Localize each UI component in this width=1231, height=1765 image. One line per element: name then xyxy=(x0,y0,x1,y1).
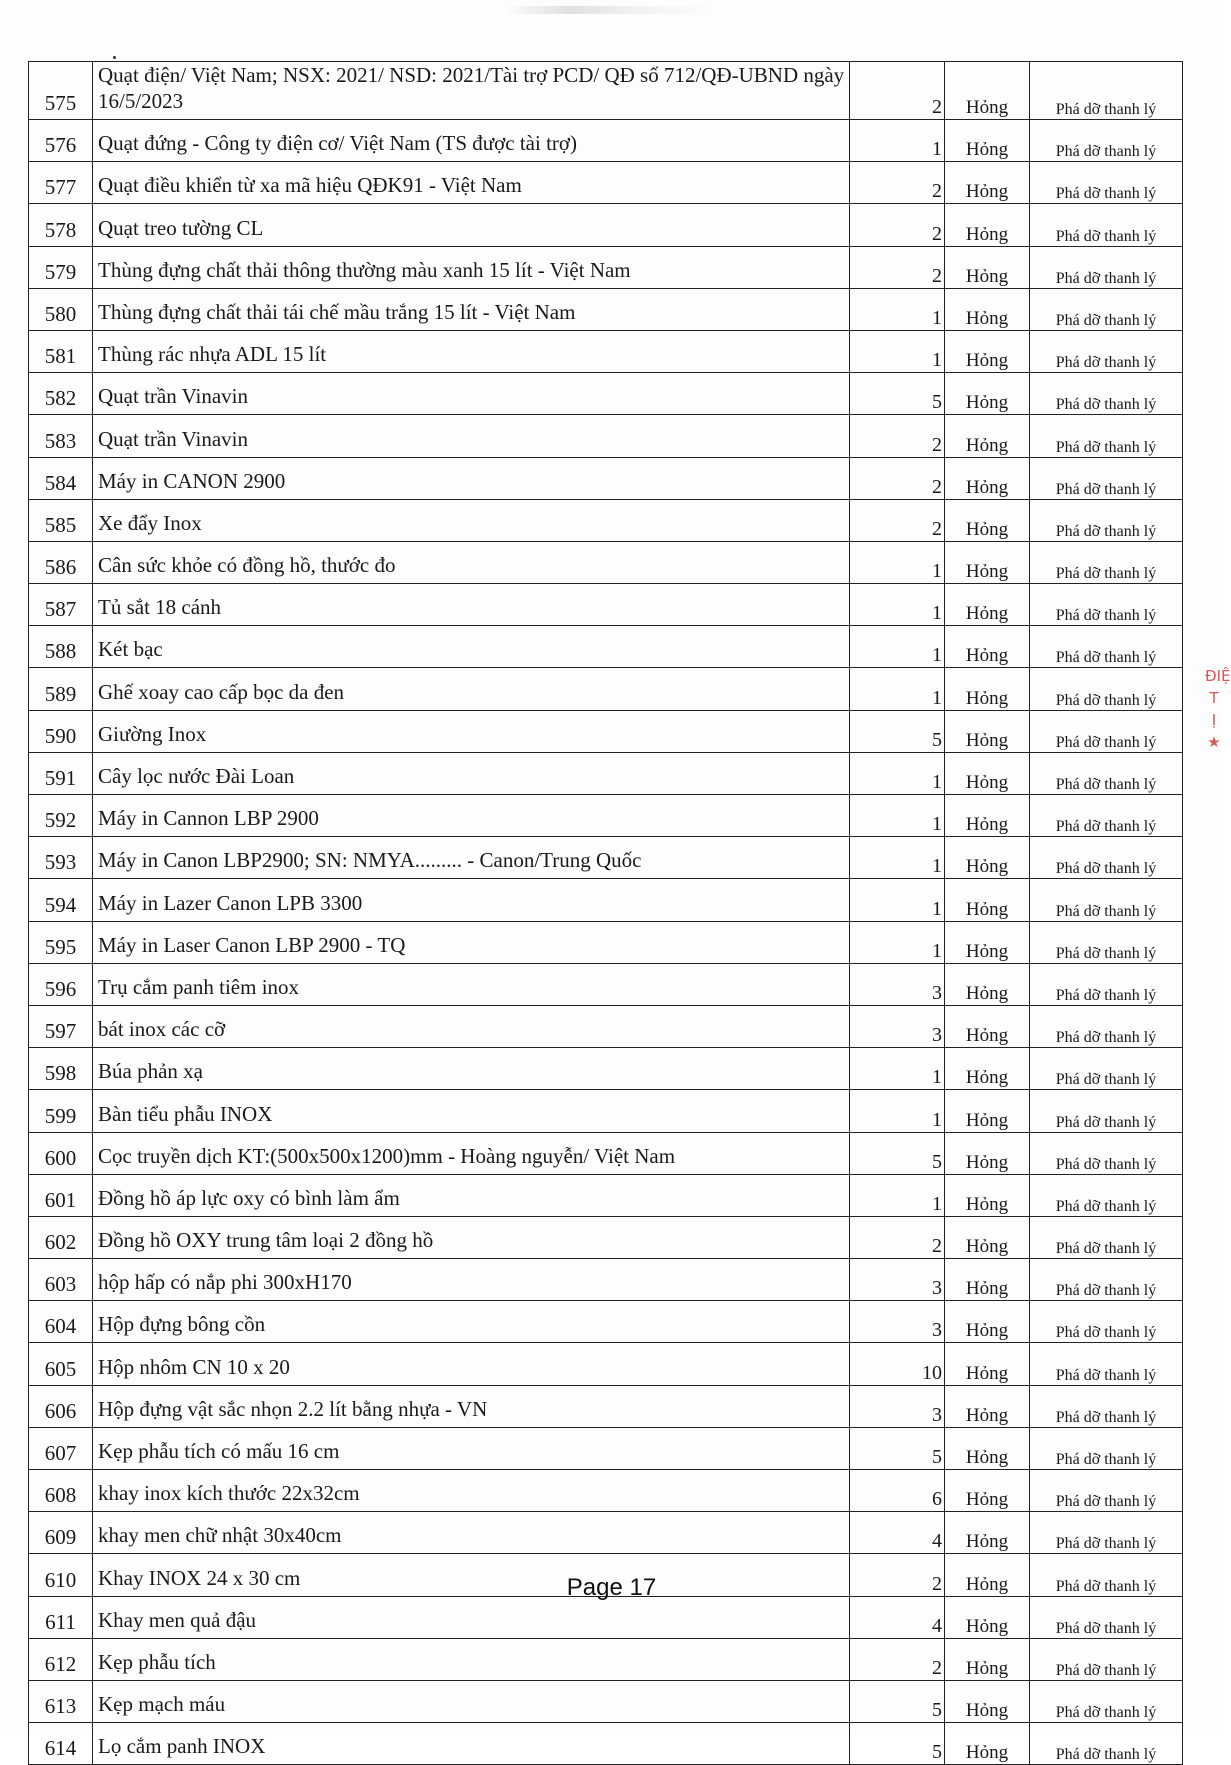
quantity-cell: 1 xyxy=(850,879,945,921)
disposal-note-cell: Phá dỡ thanh lý xyxy=(1030,1174,1183,1216)
table-row xyxy=(29,710,1183,752)
quantity-cell: 1 xyxy=(850,626,945,668)
table-row xyxy=(29,1216,1183,1258)
quantity-cell: 4 xyxy=(850,1596,945,1638)
table-row xyxy=(29,204,1183,246)
item-name-cell: khay men chữ nhật 30x40cm xyxy=(93,1512,850,1554)
disposal-note-cell: Phá dỡ thanh lý xyxy=(1030,752,1183,794)
disposal-note-cell: Phá dỡ thanh lý xyxy=(1030,1090,1183,1132)
status-cell: Hỏng xyxy=(945,1723,1030,1765)
status-cell: Hỏng xyxy=(945,1259,1030,1301)
quantity-cell: 2 xyxy=(850,204,945,246)
table-row xyxy=(29,457,1183,499)
row-number-cell: 612 xyxy=(29,1638,93,1680)
status-cell: Hỏng xyxy=(945,879,1030,921)
table-row xyxy=(29,837,1183,879)
status-cell: Hỏng xyxy=(945,1427,1030,1469)
disposal-note-cell: Phá dỡ thanh lý xyxy=(1030,1132,1183,1174)
disposal-note-cell: Phá dỡ thanh lý xyxy=(1030,62,1183,120)
disposal-note-cell: Phá dỡ thanh lý xyxy=(1030,837,1183,879)
item-name-cell: Hộp đựng bông cồn xyxy=(93,1301,850,1343)
item-name-cell: Hộp đựng vật sắc nhọn 2.2 lít bằng nhựa - VN xyxy=(93,1385,850,1427)
item-name-cell: Khay INOX 24 x 30 cm xyxy=(93,1554,850,1596)
row-number-cell: 606 xyxy=(29,1385,93,1427)
status-cell: Hỏng xyxy=(945,1343,1030,1385)
row-number-cell: 589 xyxy=(29,668,93,710)
row-number-cell: 590 xyxy=(29,710,93,752)
item-name-cell: khay inox kích thước 22x32cm xyxy=(93,1470,850,1512)
table-row xyxy=(29,1343,1183,1385)
disposal-note-cell: Phá dỡ thanh lý xyxy=(1030,668,1183,710)
table-row xyxy=(29,499,1183,541)
disposal-note-cell: Phá dỡ thanh lý xyxy=(1030,921,1183,963)
row-number-cell: 588 xyxy=(29,626,93,668)
row-number-cell: 602 xyxy=(29,1216,93,1258)
row-number-cell: 575 xyxy=(29,62,93,120)
row-number-cell: 614 xyxy=(29,1723,93,1765)
row-number-cell: 594 xyxy=(29,879,93,921)
row-number-cell: 600 xyxy=(29,1132,93,1174)
disposal-note-cell: Phá dỡ thanh lý xyxy=(1030,246,1183,288)
item-name-cell: Đồng hồ áp lực oxy có bình làm ẩm xyxy=(93,1174,850,1216)
quantity-cell: 2 xyxy=(850,246,945,288)
row-number-cell: 578 xyxy=(29,204,93,246)
row-number-cell: 591 xyxy=(29,752,93,794)
item-name-cell: Máy in Cannon LBP 2900 xyxy=(93,795,850,837)
item-name-cell: Cọc truyền dịch KT:(500x500x1200)mm - Hoàng nguyễn/ Việt Nam xyxy=(93,1132,850,1174)
quantity-cell: 2 xyxy=(850,1638,945,1680)
table-row xyxy=(29,795,1183,837)
quantity-cell: 5 xyxy=(850,1680,945,1722)
row-number-cell: 586 xyxy=(29,541,93,583)
red-stamp-text: ĐIỆ T Ị ★ xyxy=(1205,667,1231,751)
quantity-cell: 2 xyxy=(850,499,945,541)
row-number-cell: 610 xyxy=(29,1554,93,1596)
item-name-cell: Quạt trần Vinavin xyxy=(93,373,850,415)
status-cell: Hỏng xyxy=(945,1554,1030,1596)
inventory-table xyxy=(28,61,1183,1765)
inventory-table-body xyxy=(29,62,1183,1765)
table-row xyxy=(29,541,1183,583)
table-row xyxy=(29,330,1183,372)
status-cell: Hỏng xyxy=(945,541,1030,583)
quantity-cell: 2 xyxy=(850,1554,945,1596)
status-cell: Hỏng xyxy=(945,710,1030,752)
status-cell: Hỏng xyxy=(945,62,1030,120)
quantity-cell: 5 xyxy=(850,1723,945,1765)
table-row xyxy=(29,584,1183,626)
quantity-cell: 3 xyxy=(850,1301,945,1343)
item-name-cell: Quạt đứng - Công ty điện cơ/ Việt Nam (TS được tài trợ) xyxy=(93,120,850,162)
item-name-cell: Ghế xoay cao cấp bọc da đen xyxy=(93,668,850,710)
table-row xyxy=(29,1470,1183,1512)
item-name-cell: Quạt điều khiển từ xa mã hiệu QĐK91 - Việt Nam xyxy=(93,162,850,204)
status-cell: Hỏng xyxy=(945,1216,1030,1258)
item-name-cell: Xe đẩy Inox xyxy=(93,499,850,541)
table-row xyxy=(29,1090,1183,1132)
item-name-cell: Tủ sắt 18 cánh xyxy=(93,584,850,626)
quantity-cell: 10 xyxy=(850,1343,945,1385)
row-number-cell: 604 xyxy=(29,1301,93,1343)
quantity-cell: 1 xyxy=(850,752,945,794)
row-number-cell: 611 xyxy=(29,1596,93,1638)
page-number: Page 17 xyxy=(566,1574,657,1601)
disposal-note-cell: Phá dỡ thanh lý xyxy=(1030,584,1183,626)
disposal-note-cell: Phá dỡ thanh lý xyxy=(1030,963,1183,1005)
disposal-note-cell: Phá dỡ thanh lý xyxy=(1030,1427,1183,1469)
table-row xyxy=(29,246,1183,288)
status-cell: Hỏng xyxy=(945,1638,1030,1680)
status-cell: Hỏng xyxy=(945,1385,1030,1427)
table-row xyxy=(29,120,1183,162)
table-row xyxy=(29,1638,1183,1680)
quantity-cell: 1 xyxy=(850,120,945,162)
item-name-cell: Kẹp phẫu tích xyxy=(93,1638,850,1680)
status-cell: Hỏng xyxy=(945,415,1030,457)
quantity-cell: 1 xyxy=(850,837,945,879)
status-cell: Hỏng xyxy=(945,626,1030,668)
row-number-cell: 585 xyxy=(29,499,93,541)
quantity-cell: 1 xyxy=(850,1048,945,1090)
quantity-cell: 2 xyxy=(850,162,945,204)
disposal-note-cell: Phá dỡ thanh lý xyxy=(1030,626,1183,668)
disposal-note-cell: Phá dỡ thanh lý xyxy=(1030,457,1183,499)
disposal-note-cell: Phá dỡ thanh lý xyxy=(1030,415,1183,457)
status-cell: Hỏng xyxy=(945,373,1030,415)
item-name-cell: Khay men quả đậu xyxy=(93,1596,850,1638)
item-name-cell: hộp hấp có nắp phi 300xH170 xyxy=(93,1259,850,1301)
disposal-note-cell: Phá dỡ thanh lý xyxy=(1030,710,1183,752)
quantity-cell: 5 xyxy=(850,1132,945,1174)
table-row xyxy=(29,963,1183,1005)
item-name-cell: Búa phản xạ xyxy=(93,1048,850,1090)
item-name-cell: Đồng hồ OXY trung tâm loại 2 đồng hồ xyxy=(93,1216,850,1258)
quantity-cell: 1 xyxy=(850,288,945,330)
status-cell: Hỏng xyxy=(945,752,1030,794)
disposal-note-cell: Phá dỡ thanh lý xyxy=(1030,1301,1183,1343)
status-cell: Hỏng xyxy=(945,963,1030,1005)
status-cell: Hỏng xyxy=(945,1132,1030,1174)
status-cell: Hỏng xyxy=(945,246,1030,288)
quantity-cell: 1 xyxy=(850,330,945,372)
item-name-cell: bát inox các cỡ xyxy=(93,1005,850,1047)
disposal-note-cell: Phá dỡ thanh lý xyxy=(1030,1723,1183,1765)
table-row xyxy=(29,1512,1183,1554)
table-row xyxy=(29,288,1183,330)
table-row xyxy=(29,1301,1183,1343)
status-cell: Hỏng xyxy=(945,1680,1030,1722)
table-row xyxy=(29,752,1183,794)
quantity-cell: 1 xyxy=(850,1174,945,1216)
scan-artifact xyxy=(505,6,715,14)
disposal-note-cell: Phá dỡ thanh lý xyxy=(1030,1385,1183,1427)
quantity-cell: 5 xyxy=(850,1427,945,1469)
status-cell: Hỏng xyxy=(945,204,1030,246)
status-cell: Hỏng xyxy=(945,795,1030,837)
red-stamp-mark xyxy=(1205,665,1231,865)
quantity-cell: 6 xyxy=(850,1470,945,1512)
status-cell: Hỏng xyxy=(945,1090,1030,1132)
row-number-cell: 609 xyxy=(29,1512,93,1554)
quantity-cell: 1 xyxy=(850,795,945,837)
table-row xyxy=(29,1723,1183,1765)
disposal-note-cell: Phá dỡ thanh lý xyxy=(1030,288,1183,330)
row-number-cell: 582 xyxy=(29,373,93,415)
row-number-cell: 587 xyxy=(29,584,93,626)
item-name-cell: Hộp nhôm CN 10 x 20 xyxy=(93,1343,850,1385)
disposal-note-cell: Phá dỡ thanh lý xyxy=(1030,120,1183,162)
row-number-cell: 576 xyxy=(29,120,93,162)
row-number-cell: 608 xyxy=(29,1470,93,1512)
status-cell: Hỏng xyxy=(945,162,1030,204)
item-name-cell: Máy in Lazer Canon LPB 3300 xyxy=(93,879,850,921)
item-name-cell: Quạt trần Vinavin xyxy=(93,415,850,457)
disposal-note-cell: Phá dỡ thanh lý xyxy=(1030,204,1183,246)
quantity-cell: 2 xyxy=(850,415,945,457)
item-name-cell: Máy in CANON 2900 xyxy=(93,457,850,499)
row-number-cell: 580 xyxy=(29,288,93,330)
disposal-note-cell: Phá dỡ thanh lý xyxy=(1030,1470,1183,1512)
status-cell: Hỏng xyxy=(945,1470,1030,1512)
row-number-cell: 596 xyxy=(29,963,93,1005)
status-cell: Hỏng xyxy=(945,584,1030,626)
table-row xyxy=(29,1132,1183,1174)
row-number-cell: 583 xyxy=(29,415,93,457)
row-number-cell: 592 xyxy=(29,795,93,837)
scan-dot xyxy=(113,56,116,59)
row-number-cell: 605 xyxy=(29,1343,93,1385)
table-row xyxy=(29,62,1183,120)
row-number-cell: 595 xyxy=(29,921,93,963)
item-name-cell: Trụ cắm panh tiêm inox xyxy=(93,963,850,1005)
item-name-cell: Thùng rác nhựa ADL 15 lít xyxy=(93,330,850,372)
status-cell: Hỏng xyxy=(945,1005,1030,1047)
item-name-cell: Thùng đựng chất thải thông thường màu xanh 15 lít - Việt Nam xyxy=(93,246,850,288)
status-cell: Hỏng xyxy=(945,288,1030,330)
quantity-cell: 3 xyxy=(850,963,945,1005)
disposal-note-cell: Phá dỡ thanh lý xyxy=(1030,1638,1183,1680)
quantity-cell: 3 xyxy=(850,1385,945,1427)
disposal-note-cell: Phá dỡ thanh lý xyxy=(1030,373,1183,415)
item-name-cell: Lọ cắm panh INOX xyxy=(93,1723,850,1765)
table-row xyxy=(29,1596,1183,1638)
item-name-cell: Cân sức khỏe có đồng hồ, thước đo xyxy=(93,541,850,583)
table-row xyxy=(29,1427,1183,1469)
disposal-note-cell: Phá dỡ thanh lý xyxy=(1030,1259,1183,1301)
row-number-cell: 603 xyxy=(29,1259,93,1301)
disposal-note-cell: Phá dỡ thanh lý xyxy=(1030,879,1183,921)
item-name-cell: Kẹp mạch máu xyxy=(93,1680,850,1722)
table-row xyxy=(29,668,1183,710)
table-row xyxy=(29,1385,1183,1427)
quantity-cell: 1 xyxy=(850,921,945,963)
item-name-cell: Cây lọc nước Đài Loan xyxy=(93,752,850,794)
item-name-cell: Két bạc xyxy=(93,626,850,668)
status-cell: Hỏng xyxy=(945,837,1030,879)
disposal-note-cell: Phá dỡ thanh lý xyxy=(1030,499,1183,541)
status-cell: Hỏng xyxy=(945,1174,1030,1216)
item-name-cell: Giường Inox xyxy=(93,710,850,752)
disposal-note-cell: Phá dỡ thanh lý xyxy=(1030,1554,1183,1596)
table-row xyxy=(29,1174,1183,1216)
row-number-cell: 613 xyxy=(29,1680,93,1722)
disposal-note-cell: Phá dỡ thanh lý xyxy=(1030,1596,1183,1638)
row-number-cell: 597 xyxy=(29,1005,93,1047)
row-number-cell: 601 xyxy=(29,1174,93,1216)
status-cell: Hỏng xyxy=(945,1512,1030,1554)
disposal-note-cell: Phá dỡ thanh lý xyxy=(1030,1048,1183,1090)
disposal-note-cell: Phá dỡ thanh lý xyxy=(1030,1216,1183,1258)
table-row xyxy=(29,1005,1183,1047)
quantity-cell: 3 xyxy=(850,1259,945,1301)
quantity-cell: 1 xyxy=(850,584,945,626)
row-number-cell: 607 xyxy=(29,1427,93,1469)
row-number-cell: 584 xyxy=(29,457,93,499)
item-name-cell: Quạt treo tường CL xyxy=(93,204,850,246)
quantity-cell: 2 xyxy=(850,457,945,499)
item-name-cell: Kẹp phẫu tích có mấu 16 cm xyxy=(93,1427,850,1469)
status-cell: Hỏng xyxy=(945,1048,1030,1090)
table-row xyxy=(29,921,1183,963)
row-number-cell: 581 xyxy=(29,330,93,372)
item-name-cell: Máy in Laser Canon LBP 2900 - TQ xyxy=(93,921,850,963)
disposal-note-cell: Phá dỡ thanh lý xyxy=(1030,1343,1183,1385)
row-number-cell: 598 xyxy=(29,1048,93,1090)
row-number-cell: 577 xyxy=(29,162,93,204)
quantity-cell: 2 xyxy=(850,1216,945,1258)
status-cell: Hỏng xyxy=(945,499,1030,541)
disposal-note-cell: Phá dỡ thanh lý xyxy=(1030,1680,1183,1722)
disposal-note-cell: Phá dỡ thanh lý xyxy=(1030,1005,1183,1047)
table-row xyxy=(29,1048,1183,1090)
status-cell: Hỏng xyxy=(945,1596,1030,1638)
status-cell: Hỏng xyxy=(945,1301,1030,1343)
quantity-cell: 5 xyxy=(850,373,945,415)
disposal-note-cell: Phá dỡ thanh lý xyxy=(1030,541,1183,583)
item-name-cell: Thùng đựng chất thải tái chế mầu trắng 15 lít - Việt Nam xyxy=(93,288,850,330)
table-row xyxy=(29,415,1183,457)
disposal-note-cell: Phá dỡ thanh lý xyxy=(1030,795,1183,837)
row-number-cell: 599 xyxy=(29,1090,93,1132)
disposal-note-cell: Phá dỡ thanh lý xyxy=(1030,1512,1183,1554)
quantity-cell: 5 xyxy=(850,710,945,752)
quantity-cell: 4 xyxy=(850,1512,945,1554)
quantity-cell: 1 xyxy=(850,541,945,583)
table-row xyxy=(29,626,1183,668)
item-name-cell: Máy in Canon LBP2900; SN: NMYA......... - Canon/Trung Quốc xyxy=(93,837,850,879)
table-row xyxy=(29,373,1183,415)
disposal-note-cell: Phá dỡ thanh lý xyxy=(1030,330,1183,372)
status-cell: Hỏng xyxy=(945,668,1030,710)
table-row xyxy=(29,879,1183,921)
quantity-cell: 3 xyxy=(850,1005,945,1047)
quantity-cell: 1 xyxy=(850,1090,945,1132)
disposal-note-cell: Phá dỡ thanh lý xyxy=(1030,162,1183,204)
row-number-cell: 579 xyxy=(29,246,93,288)
item-name-cell: Quạt điện/ Việt Nam; NSX: 2021/ NSD: 2021/Tài trợ PCD/ QĐ số 712/QĐ-UBND ngày 16/5/2023 xyxy=(93,62,850,120)
item-name-cell: Bàn tiểu phẫu INOX xyxy=(93,1090,850,1132)
row-number-cell: 593 xyxy=(29,837,93,879)
table-row xyxy=(29,1680,1183,1722)
status-cell: Hỏng xyxy=(945,457,1030,499)
quantity-cell: 2 xyxy=(850,62,945,120)
status-cell: Hỏng xyxy=(945,921,1030,963)
status-cell: Hỏng xyxy=(945,330,1030,372)
table-row xyxy=(29,162,1183,204)
table-row xyxy=(29,1259,1183,1301)
quantity-cell: 1 xyxy=(850,668,945,710)
status-cell: Hỏng xyxy=(945,120,1030,162)
